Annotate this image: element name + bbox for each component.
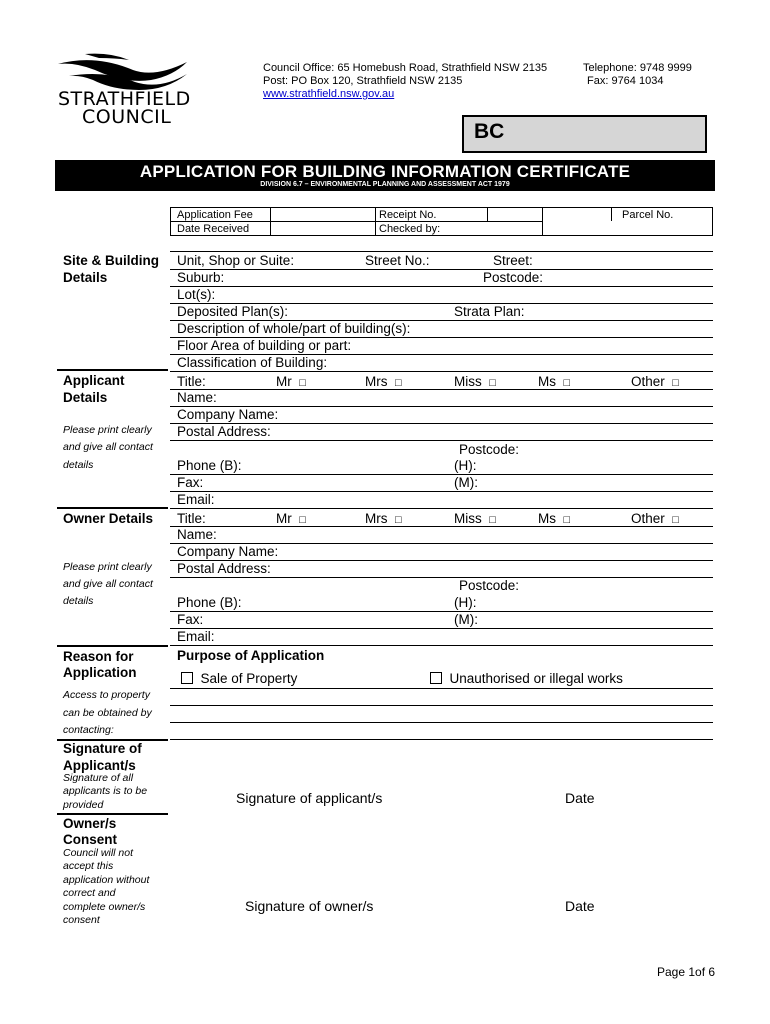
- classification-label: Classification of Building:: [177, 355, 328, 370]
- owner-company-label: Company Name:: [177, 544, 279, 559]
- applicant-title-label: Title:: [177, 374, 206, 389]
- page-number: Page 1of 6: [657, 965, 716, 979]
- signature-note-line1: Signature of all: [63, 772, 134, 784]
- applicant-mobile-label: (M):: [454, 475, 478, 490]
- owner-postcode-label: Postcode:: [459, 578, 520, 593]
- office-use-table: [170, 207, 713, 236]
- unauthorised-works-option[interactable]: Unauthorised or illegal works: [430, 671, 623, 687]
- applicant-signature-label: Signature of applicant/s: [236, 790, 383, 806]
- street-no-label: Street No.:: [365, 253, 430, 268]
- council-fax: Fax: 9764 1034: [587, 75, 664, 87]
- owner-miss-option[interactable]: Miss □: [454, 511, 496, 526]
- signature-heading-line1: Signature of: [63, 741, 142, 756]
- council-logo-swoosh-icon: [55, 52, 195, 92]
- application-fee-label: Application Fee: [177, 209, 253, 221]
- site-postcode-label: Postcode:: [483, 270, 544, 285]
- applicant-miss-option[interactable]: Miss □: [454, 374, 496, 389]
- council-post-address: Post: PO Box 120, Strathfield NSW 2135: [263, 75, 463, 87]
- logo-name-line2: COUNCIL: [82, 106, 172, 128]
- owner-signature-label: Signature of owner/s: [245, 898, 374, 914]
- owner-phone-label: Phone (B):: [177, 595, 242, 610]
- owner-title-label: Title:: [177, 511, 206, 526]
- applicant-postcode-label: Postcode:: [459, 442, 520, 457]
- consent-note-line1: Council will not: [63, 847, 134, 859]
- consent-heading-line2: Consent: [63, 832, 117, 847]
- consent-note-line3: application without: [63, 874, 150, 886]
- owner-postal-label: Postal Address:: [177, 561, 271, 576]
- form-subtitle: DIVISION 6.7 – ENVIRONMENTAL PLANNING AND ASSESSMENT ACT 1979: [260, 181, 510, 188]
- site-heading-line1: Site & Building: [63, 253, 159, 268]
- reason-note-line2: can be obtained by: [63, 707, 152, 719]
- applicant-name-label: Name:: [177, 390, 217, 405]
- strata-plan-label: Strata Plan:: [454, 304, 525, 319]
- applicant-heading-line2: Details: [63, 390, 108, 405]
- owner-mobile-label: (M):: [454, 612, 478, 627]
- sale-of-property-option[interactable]: Sale of Property: [181, 671, 297, 687]
- applicant-other-option[interactable]: Other □: [631, 374, 679, 389]
- form-title: APPLICATION FOR BUILDING INFORMATION CERTIFICATE: [139, 162, 631, 181]
- lots-label: Lot(s):: [177, 287, 216, 302]
- floor-area-label: Floor Area of building or part:: [177, 338, 352, 353]
- owner-fax-label: Fax:: [177, 612, 204, 627]
- applicant-note-line2: and give all contact: [63, 441, 153, 453]
- applicant-mr-option[interactable]: Mr □: [276, 374, 306, 389]
- form-code-box: [462, 115, 707, 153]
- council-website-link[interactable]: www.strathfield.nsw.gov.au: [263, 88, 395, 100]
- signature-note-line3: provided: [63, 799, 104, 811]
- reason-heading-line2: Application: [63, 665, 137, 680]
- checked-by-label: Checked by:: [379, 223, 441, 235]
- consent-note-line2: accept this: [63, 860, 114, 872]
- owner-mrs-option[interactable]: Mrs □: [365, 511, 402, 526]
- applicant-note-line1: Please print clearly: [63, 424, 152, 436]
- applicant-email-label: Email:: [177, 492, 215, 507]
- suburb-label: Suburb:: [177, 270, 225, 285]
- form-code: BC: [474, 120, 505, 143]
- council-telephone: Telephone: 9748 9999: [583, 62, 692, 74]
- owner-mr-option[interactable]: Mr □: [276, 511, 306, 526]
- applicant-ms-option[interactable]: Ms □: [538, 374, 571, 389]
- owner-home-phone-label: (H):: [454, 595, 477, 610]
- unit-label: Unit, Shop or Suite:: [177, 253, 295, 268]
- applicant-mrs-option[interactable]: Mrs □: [365, 374, 402, 389]
- unauthorised-checkbox[interactable]: [430, 672, 442, 684]
- owner-name-label: Name:: [177, 527, 217, 542]
- applicant-note-line3: details: [63, 459, 94, 471]
- consent-note-line4: correct and: [63, 887, 116, 899]
- owner-ms-option[interactable]: Ms □: [538, 511, 571, 526]
- owner-heading: Owner Details: [63, 511, 154, 526]
- purpose-heading: Purpose of Application: [177, 648, 325, 663]
- owner-other-option[interactable]: Other □: [631, 511, 679, 526]
- reason-note-line1: Access to property: [63, 689, 150, 701]
- owner-date-label: Date: [565, 898, 595, 914]
- consent-heading-line1: Owner/s: [63, 816, 117, 831]
- reason-heading-line1: Reason for: [63, 649, 134, 664]
- consent-note-line6: consent: [63, 914, 100, 926]
- signature-note-line2: applicants is to be: [63, 785, 148, 797]
- receipt-no-label: Receipt No.: [379, 209, 437, 221]
- owner-email-label: Email:: [177, 629, 215, 644]
- consent-note-line5: complete owner/s: [63, 901, 146, 913]
- owner-note-line1: Please print clearly: [63, 561, 152, 573]
- parcel-no-label: Parcel No.: [622, 209, 674, 221]
- applicant-fax-label: Fax:: [177, 475, 204, 490]
- logo-name-line1: STRATHFIELD: [58, 88, 191, 110]
- date-received-label: Date Received: [177, 223, 250, 235]
- applicant-postal-label: Postal Address:: [177, 424, 271, 439]
- description-label: Description of whole/part of building(s):: [177, 321, 411, 336]
- street-label: Street:: [493, 253, 533, 268]
- site-heading-line2: Details: [63, 270, 108, 285]
- applicant-date-label: Date: [565, 790, 595, 806]
- owner-note-line3: details: [63, 595, 94, 607]
- applicant-heading-line1: Applicant: [63, 373, 125, 388]
- applicant-phone-label: Phone (B):: [177, 458, 242, 473]
- applicant-company-label: Company Name:: [177, 407, 279, 422]
- sale-checkbox[interactable]: [181, 672, 193, 684]
- council-office-address: Council Office: 65 Homebush Road, Strathfield NSW 2135: [263, 62, 548, 74]
- applicant-home-phone-label: (H):: [454, 458, 477, 473]
- owner-note-line2: and give all contact: [63, 578, 153, 590]
- deposited-plan-label: Deposited Plan(s):: [177, 304, 289, 319]
- reason-note-line3: contacting:: [63, 724, 114, 736]
- signature-heading-line2: Applicant/s: [63, 758, 136, 773]
- title-banner: [55, 160, 715, 191]
